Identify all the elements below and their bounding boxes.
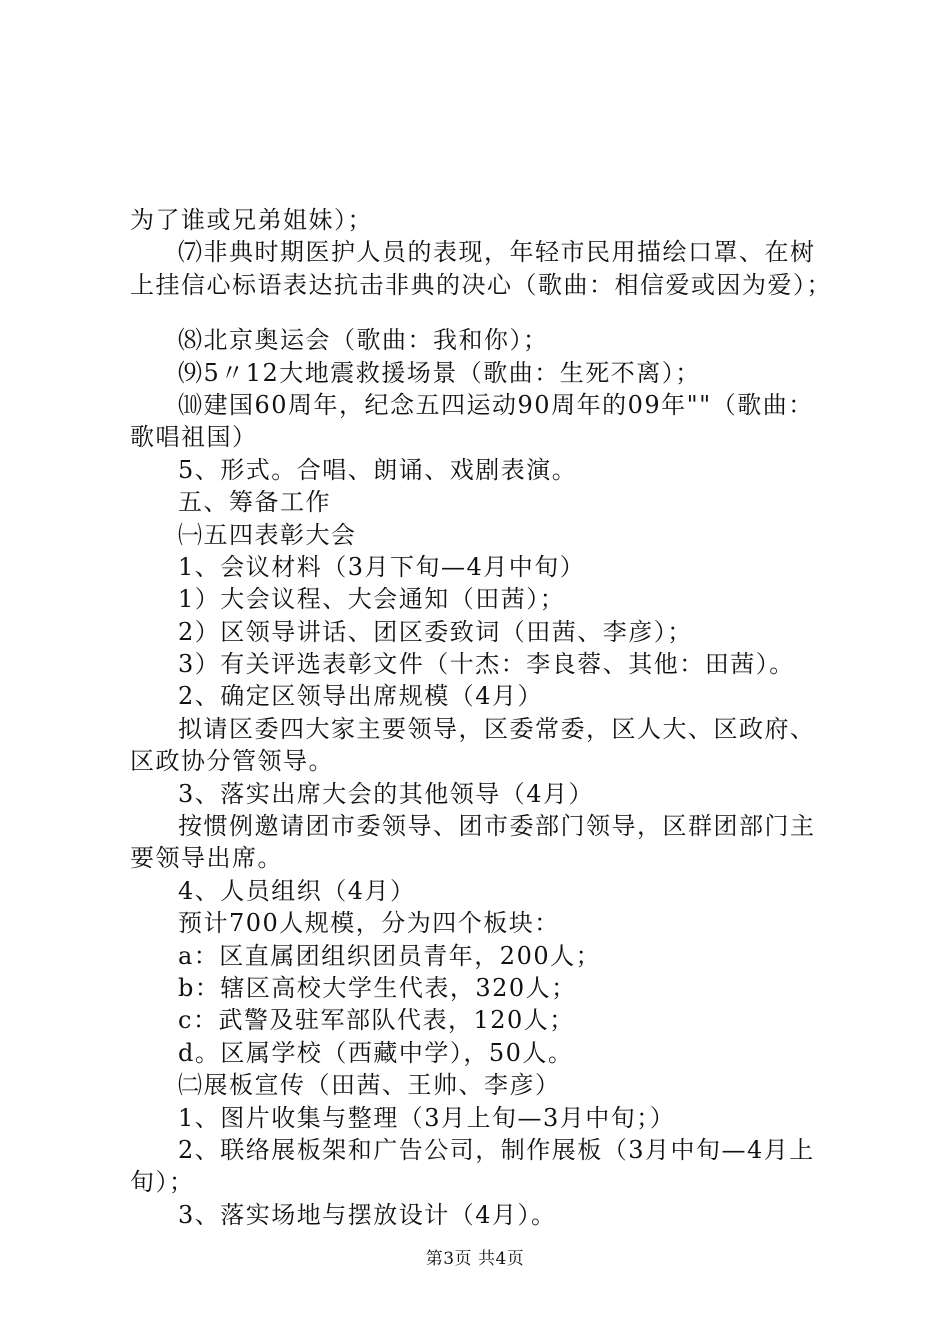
text-line: 为了谁或兄弟姐妹）； — [130, 206, 373, 234]
subsection-heading: ㈡展板宣传（田茜、王帅、李彦） — [178, 1071, 561, 1100]
text-line: 1、会议材料（3月下旬—4月中旬） — [178, 552, 586, 581]
list-item: d。区属学校（西藏中学），50人。 — [178, 1038, 574, 1067]
text-line: 上挂信心标语表达抗击非典的决心（歌曲：相信爱或因为爱）； — [130, 270, 832, 299]
text-line: 拟请区委四大家主要领导，区委常委，区人大、区政府、 — [178, 714, 816, 743]
text-line: 2、联络展板架和广告公司，制作展板（3月中旬—4月上 — [178, 1135, 815, 1164]
list-item: a：区直属团组织团员青年，200人； — [178, 941, 602, 970]
text-line: 歌唱祖国） — [130, 423, 258, 452]
text-line: 3、落实出席大会的其他领导（4月） — [178, 779, 595, 808]
paragraph-gap — [130, 301, 840, 324]
text-line: 预计700人规模，分为四个板块： — [178, 909, 560, 938]
text-line: ⑻北京奥运会（歌曲：我和你）； — [178, 326, 549, 355]
text-line: 4、人员组织（4月） — [178, 876, 416, 905]
subsection-heading: ㈠五四表彰大会 — [178, 520, 357, 549]
text-line: ⑼5〃12大地震救援场景（歌曲：生死不离）； — [178, 358, 701, 387]
text-line: 区政协分管领导。 — [130, 747, 334, 776]
text-line: ⑺非典时期医护人员的表现，年轻市民用描绘口罩、在树 — [178, 238, 816, 267]
text-line: 3、落实场地与摆放设计（4月）。 — [178, 1200, 557, 1229]
text-line: 1）大会议程、大会通知（田茜）； — [178, 585, 566, 614]
document-body — [130, 204, 840, 1231]
text-line: 2）区领导讲话、团区委致词（田茜、李彦）； — [178, 617, 693, 646]
text-line: 5、形式。合唱、朗诵、戏剧表演。 — [178, 455, 578, 484]
list-item: c：武警及驻军部队代表，120人； — [178, 1006, 575, 1035]
text-line: 3）有关评选表彰文件（十杰：李良蓉、其他：田茜）。 — [178, 650, 795, 679]
text-line: ⑽建国60周年，纪念五四运动90周年的09年""（歌曲： — [178, 390, 814, 419]
text-line: 2、确定区领导出席规模（4月） — [178, 682, 544, 711]
text-line: 要领导出席。 — [130, 844, 283, 873]
section-heading: 五、筹备工作 — [178, 488, 331, 517]
text-line: 按惯例邀请团市委领导、团市委部门领导，区群团部门主 — [178, 812, 816, 841]
list-item: b：辖区高校大学生代表，320人； — [178, 973, 577, 1002]
page-footer: 第3页 共4页 — [425, 1249, 525, 1269]
text-line: 旬）； — [130, 1168, 195, 1197]
text-line: 1、图片收集与整理（3月上旬—3月中旬；） — [178, 1103, 676, 1132]
